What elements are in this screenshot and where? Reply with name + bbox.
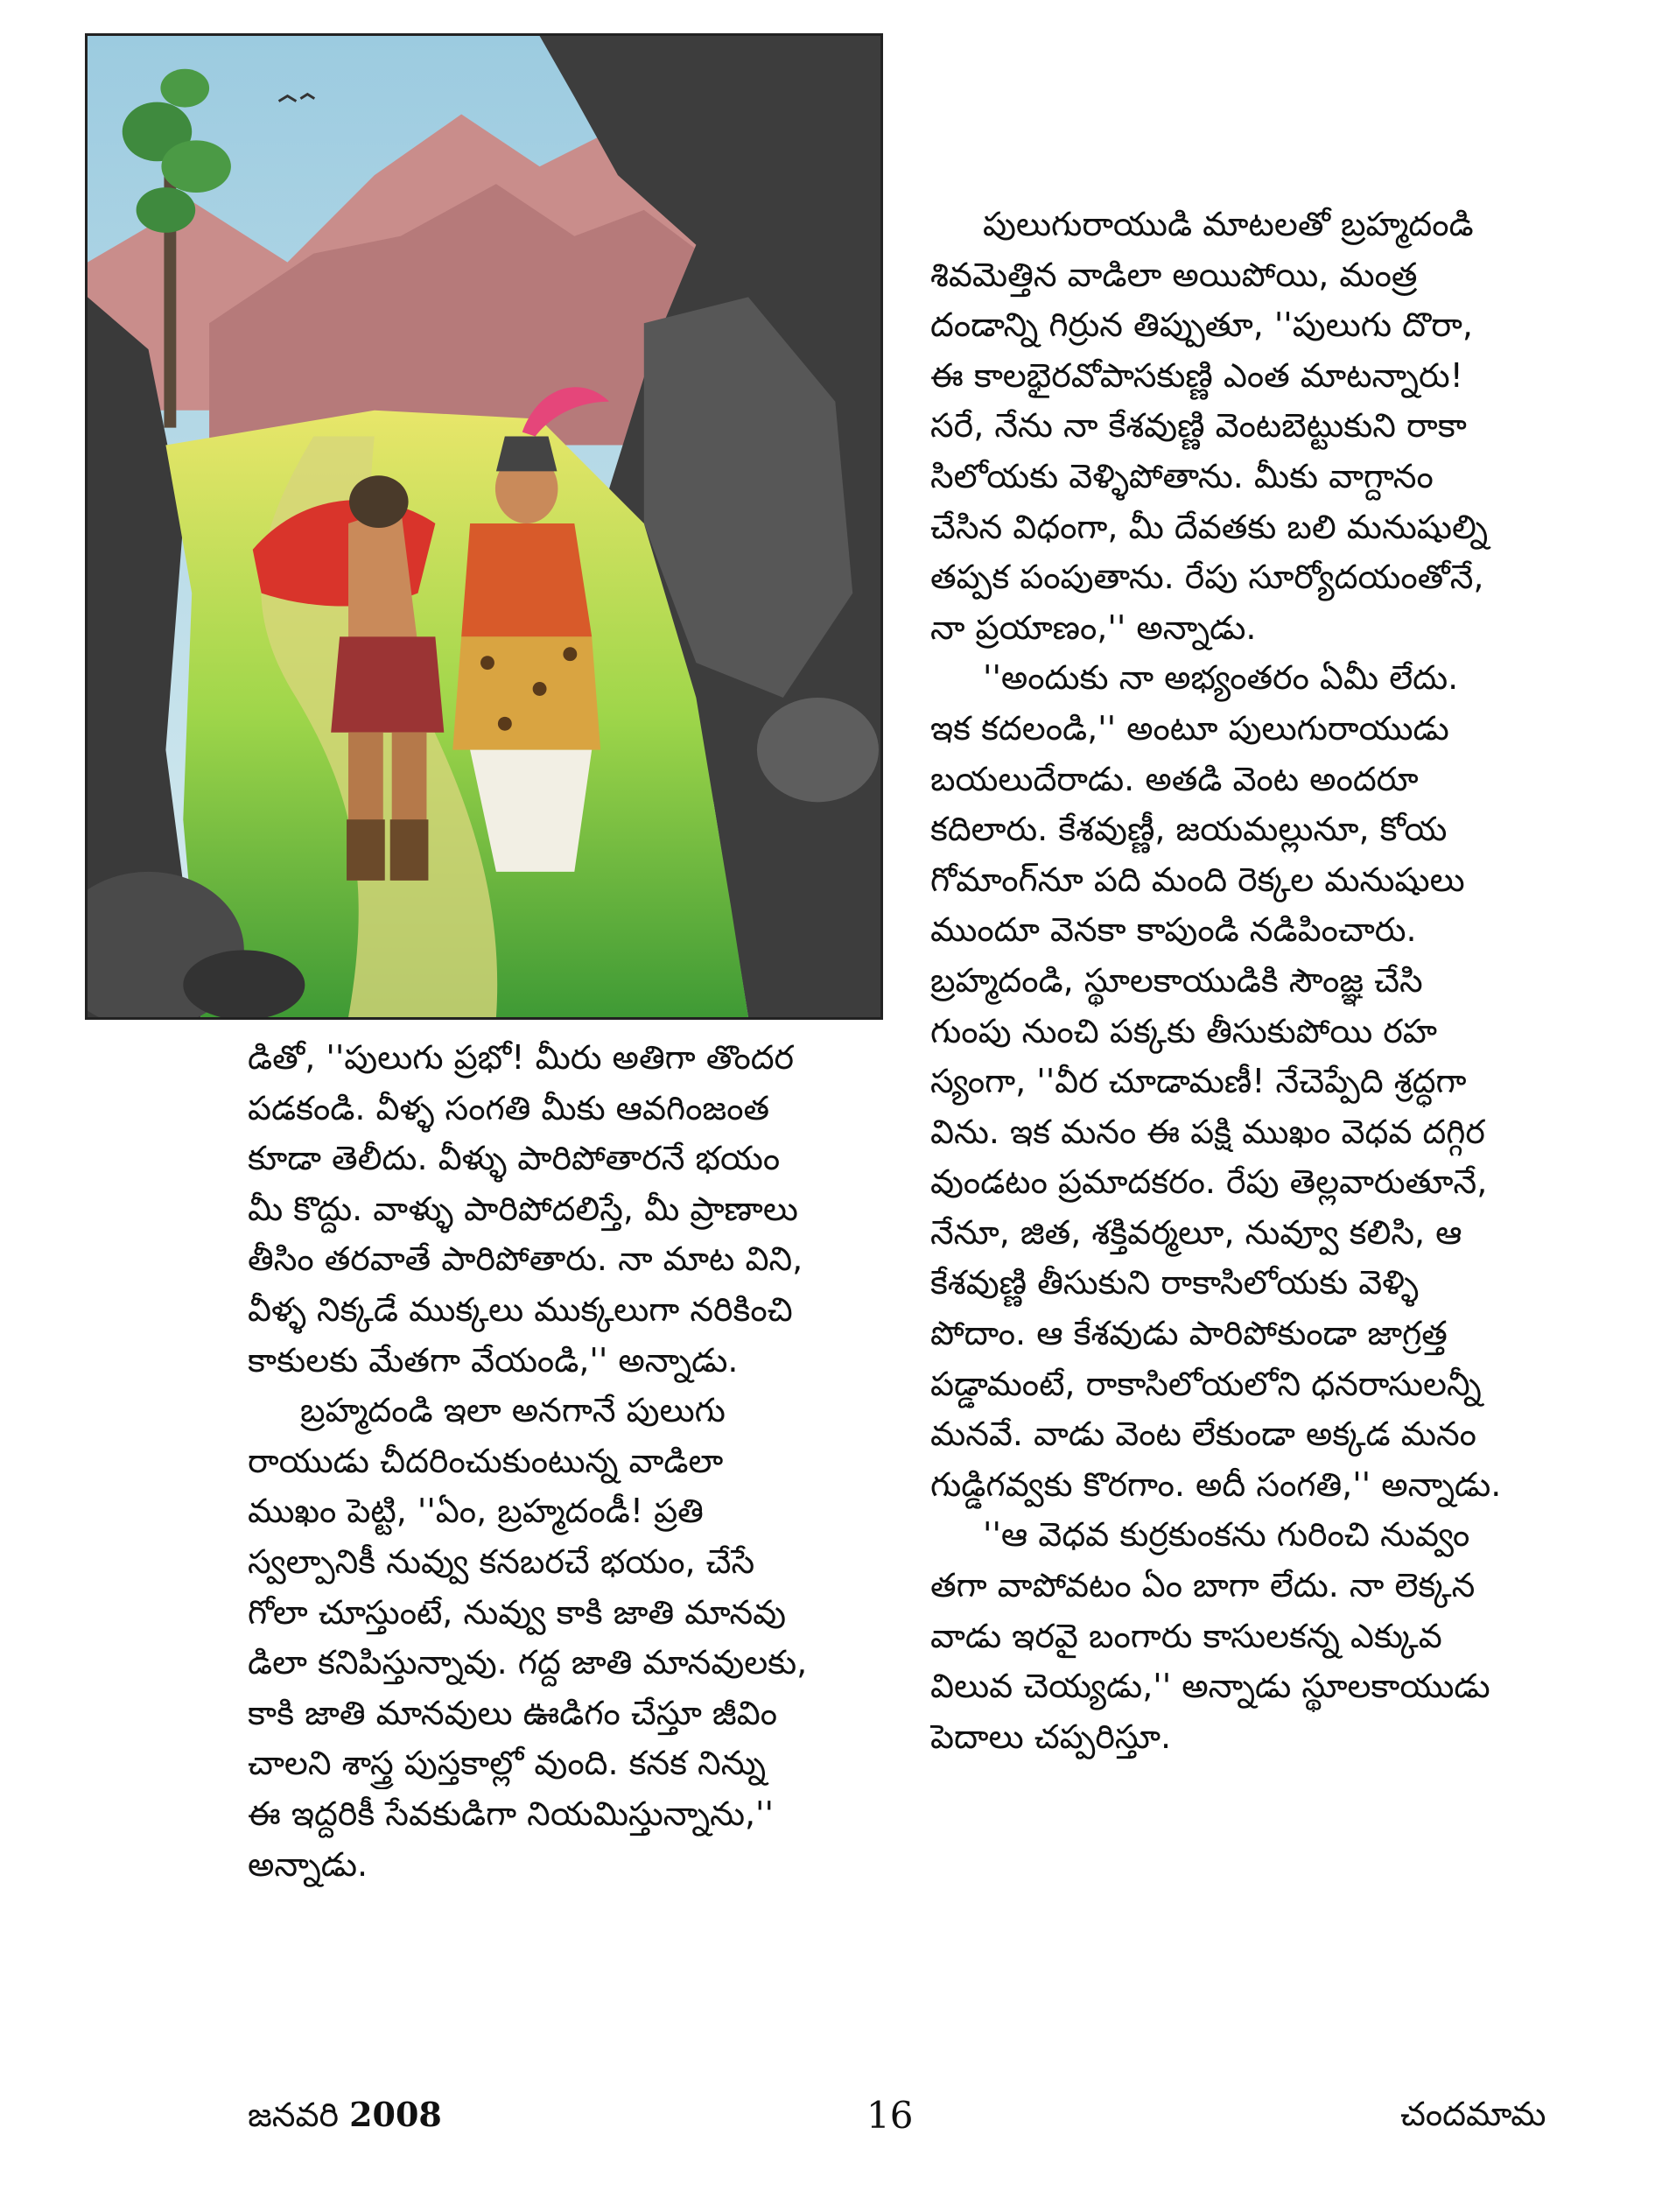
text-line: బ్రహ్మదండి, స్థూలకాయుడికి సౌంజ్ఞ చేసి <box>930 960 1423 1000</box>
text-line: కూడా తెలీదు. వీళ్ళు పారిపోతారనే భయం <box>248 1139 781 1178</box>
text-line: పడకండి. వీళ్ళ సంగతి మీకు ఆవగింజంత <box>248 1088 770 1127</box>
text-line: నా ప్రయాణం,'' అన్నాడు. <box>930 607 1257 647</box>
issue-year: 2008 <box>349 2095 442 2134</box>
story-illustration <box>85 33 883 1020</box>
text-line: తీసిం తరవాతే పారిపోతారు. నా మాట విని, <box>248 1239 803 1279</box>
issue-month: జనవరి <box>248 2096 340 2134</box>
text-line: ఇక కదలండి,'' అంటూ పులుగురాయుడు <box>930 708 1449 748</box>
text-line: గుడ్డిగవ్వకు కొరగాం. అదీ సంగతి,'' అన్నాడు. <box>930 1464 1502 1504</box>
text-line: డితో, ''పులుగు ప్రభో! మీరు అతిగా తొందర <box>248 1038 795 1077</box>
text-line: రాయుడు చీదరించుకుంటున్న వాడిలా <box>248 1441 724 1480</box>
text-line: గుంపు నుంచి పక్కకు తీసుకుపోయి రహ <box>930 1011 1438 1050</box>
text-line: శివమెత్తిన వాడిలా అయిపోయి, మంత్ర <box>930 255 1418 294</box>
text-line: తప్పక పంపుతాను. రేపు సూర్యోదయంతోనే, <box>930 558 1484 597</box>
paragraph <box>930 1510 1569 1762</box>
paragraph <box>930 653 1569 1510</box>
text-line: పెదాలు చప్పరిస్తూ. <box>930 1717 1172 1756</box>
text-line: బయలుదేరాడు. అతడి వెంట అందరూ <box>930 759 1419 798</box>
right-text-column <box>930 200 1569 1762</box>
text-line: చాలని శాస్త్ర పుస్తకాల్లో వుంది. కనక నిన్ను <box>248 1744 767 1783</box>
left-text-column <box>248 1033 891 1890</box>
text-line: మనవే. వాడు వెంట లేకుండా అక్కడ మనం <box>930 1415 1476 1454</box>
text-line: పులుగురాయుడి మాటలతో బ్రహ్మదండి <box>983 205 1474 243</box>
text-line: బ్రహ్మదండి ఇలా అనగానే పులుగు <box>300 1391 726 1430</box>
paragraph <box>248 1033 891 1386</box>
text-line: స్వల్పానికీ నువ్వు కనబరచే భయం, చేసే <box>248 1541 755 1581</box>
page-number: 16 <box>866 2094 914 2137</box>
text-line: వాడు ఇరవై బంగారు కాసులకన్న ఎక్కువ <box>930 1616 1442 1655</box>
text-line: ముఖం పెట్టి, ''ఏం, బ్రహ్మదండీ! ప్రతి <box>248 1492 704 1531</box>
text-line: గోలా చూస్తుంటే, నువ్వు కాకి జాతి మానవు <box>248 1592 787 1632</box>
issue-date <box>248 2095 442 2143</box>
text-line: మీ కొద్దు. వాళ్ళు పారిపోదలిస్తే, మీ ప్రాణాలు <box>248 1189 798 1228</box>
text-line: అన్నాడు. <box>248 1844 368 1884</box>
text-line: కాకి జాతి మానవులు ఊడిగం చేస్తూ జీవిం <box>248 1693 777 1732</box>
text-line: కేశవుణ్ణి తీసుకుని రాకాసిలోయకు వెళ్ళి <box>930 1263 1419 1303</box>
text-line: పడ్డామంటే, రాకాసిలోయలోని ధనరాసులన్నీ <box>930 1364 1482 1403</box>
text-line: చేసిన విధంగా, మీ దేవతకు బలి మనుషుల్ని <box>930 507 1489 546</box>
text-line: ఈ ఇద్దరికీ సేవకుడిగా నియమిస్తున్నాను,'' <box>248 1794 774 1833</box>
text-line: కాకులకు మేతగా వేయండి,'' అన్నాడు. <box>248 1340 739 1380</box>
text-line: పోదాం. ఆ కేశవుడు పారిపోకుండా జాగ్రత్త <box>930 1314 1448 1353</box>
text-line: వీళ్ళ నిక్కడే ముక్కలు ముక్కలుగా నరికించి <box>248 1289 793 1329</box>
text-line: ముందూ వెనకా కాపుండి నడిపించారు. <box>930 910 1417 950</box>
text-line: స్యంగా, ''వీర చూడామణీ! నేచెప్పేది శ్రద్ధగా <box>930 1062 1467 1101</box>
text-line: ''అందుకు నా అభ్యంతరం ఏమీ లేదు. <box>983 658 1459 698</box>
text-line: విలువ చెయ్యడు,'' అన్నాడు స్థూలకాయుడు <box>930 1667 1490 1706</box>
text-line: వుండటం ప్రమాదకరం. రేపు తెల్లవారుతూనే, <box>930 1162 1488 1202</box>
text-line: గోమాంగ్‌నూ పది మంది రెక్కల మనుషులు <box>930 860 1465 899</box>
magazine-name: చందమామ <box>1400 2095 1546 2133</box>
text-line: విను. ఇక మనం ఈ పక్షి ముఖం వెధవ దగ్గిర <box>930 1112 1485 1151</box>
text-line: తగా వాపోవటం ఏం బాగా లేదు. నా లెక్కన <box>930 1566 1476 1605</box>
two-warriors-walking-in-mountain-valley-icon <box>88 36 880 1017</box>
text-line: కదిలారు. కేశవుణ్ణీ, జయమల్లునూ, కోయ <box>930 810 1448 849</box>
text-line: సిలోయకు వెళ్ళిపోతాను. మీకు వాగ్దానం <box>930 456 1434 495</box>
text-line: దండాన్ని గిర్రున తిప్పుతూ, ''పులుగు దొరా, <box>930 305 1473 345</box>
paragraph <box>248 1386 891 1890</box>
text-line: ఈ కాలభైరవోపాసకుణ్ణి ఎంత మాటన్నారు! <box>930 355 1463 395</box>
text-line: డిలా కనిపిస్తున్నావు. గద్ద జాతి మానవులకు, <box>248 1643 808 1682</box>
text-line: ''ఆ వెధవ కుర్రకుంకను గురించి నువ్వం <box>983 1515 1470 1555</box>
text-line: సరే, నేను నా కేశవుణ్ణి వెంటబెట్టుకుని రాకా <box>930 406 1467 446</box>
text-line: నేనూ, జిత, శక్తివర్మలూ, నువ్వూ కలిసి, ఆ <box>930 1212 1462 1252</box>
paragraph <box>930 200 1569 653</box>
